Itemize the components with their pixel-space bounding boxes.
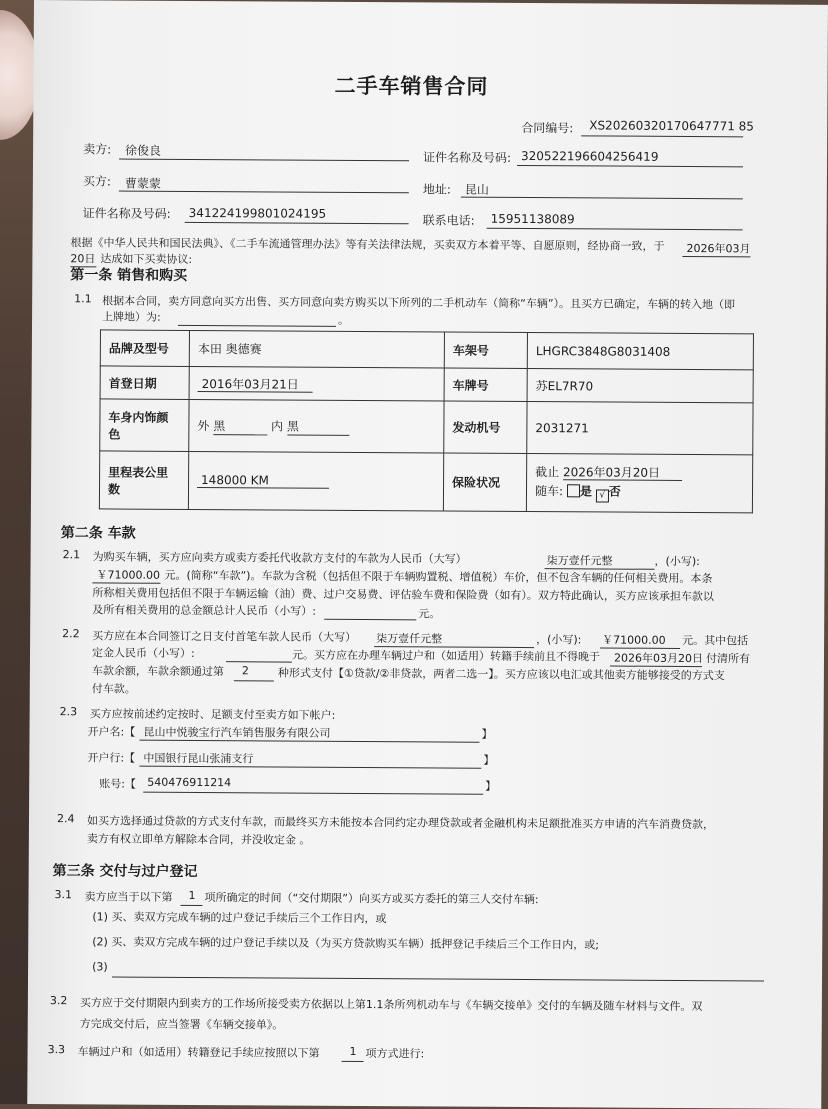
clause-2-2-b: ，(小写):: [536, 633, 582, 647]
vehicle-table: [99, 329, 754, 513]
clause-1-1-period: 。: [338, 313, 350, 327]
clause-2-2-number: 2.2: [62, 627, 80, 641]
contract-no-label: 合同编号:: [521, 120, 574, 136]
engine-label: 发动机号: [444, 401, 527, 454]
clause-3-3-a: 车辆过户和（如适用）转籍登记手续应按照以下第: [77, 1045, 320, 1060]
payoff-date: 2026年03月20日: [613, 651, 704, 666]
preamble-date1: 2026年03月: [686, 241, 751, 256]
clause-2-2-i: 付车款。: [91, 682, 136, 696]
no-checkbox[interactable]: √: [596, 489, 609, 502]
yes-label: 是: [579, 484, 592, 499]
clause-2-1-b: ，(小写):: [654, 554, 700, 569]
first-payment-figures: ￥71000.00: [602, 633, 666, 647]
odometer-cell: [188, 451, 443, 511]
clause-2-1-f: 元。: [418, 607, 441, 621]
clause-2-1-d: 所称相关费用包括但不限于车辆运输（油）费、过户交易费、评估验车费和保险费（如有）。双方特此确认，买方应该承担车款以: [92, 586, 714, 604]
clause-1-1-number: 1.1: [74, 292, 92, 306]
brand-label: 品牌及型号: [100, 330, 189, 367]
insurance-until-row: [535, 463, 744, 481]
color-label-cell: [100, 399, 189, 452]
clause-3-1-option3: (3): [92, 960, 108, 974]
clause-3-2-b: 方完成交付后，应当签署《车辆交接单》。: [79, 1017, 284, 1032]
account-no-close: 】: [485, 779, 497, 793]
delivery-option: 1: [188, 888, 196, 903]
buyer-id-value: 341224199801024195: [188, 205, 327, 221]
insurance-with-car-row: [535, 482, 744, 503]
buyer-phone-value: 15951138089: [490, 211, 575, 227]
clause-2-2-a: 买方应在本合同签订之日支付首笔车款人民币（大写）: [92, 629, 357, 644]
bank-label: 开户行:【: [87, 751, 136, 765]
first-payment-words: 柒万壹仟元整: [376, 632, 443, 646]
clause-2-4-number: 2.4: [56, 812, 75, 826]
contract-title: 二手车销售合同: [334, 73, 489, 99]
exterior-color: 黑: [213, 417, 267, 435]
vin-label: 车架号: [444, 332, 527, 369]
buyer-addr-label: 地址:: [422, 182, 451, 197]
clause-1-1-line1: 根据本合同，卖方同意向买方出售、买方同意向卖方购买以下所列的二手机动车（简称“车辆”）。且买方已确定，车辆的转入地（即: [102, 294, 736, 312]
buyer-label: 买方:: [82, 174, 111, 189]
section1-heading: 第一条 销售和购买: [70, 267, 188, 284]
vehicle-row-2: [100, 366, 753, 403]
section3-heading: 第三条 交付与过户登记: [52, 863, 198, 881]
seller-label: 卖方:: [83, 142, 112, 157]
odometer-label-cell: [99, 451, 188, 510]
vehicle-row-4: [99, 451, 752, 513]
exterior-label: 外: [197, 418, 210, 433]
seller-id-label: 证件名称及号码:: [423, 150, 512, 165]
vehicle-row-1: [100, 330, 753, 370]
account-no-label: 账号:【: [99, 777, 136, 791]
reg-date-cell: [189, 366, 444, 401]
seller-id-value: 320522196604256419: [521, 148, 659, 164]
payment-way: 2: [241, 664, 249, 678]
clause-3-3-number: 3.3: [47, 1043, 66, 1057]
clause-3-1-a: 卖方应当于以下第: [84, 890, 173, 904]
clause-3-2-number: 3.2: [49, 994, 68, 1008]
plate-label: 车牌号: [444, 368, 527, 402]
insurance-cell: [526, 454, 752, 513]
preamble-date2: 20日: [70, 252, 96, 266]
color-label-2: 色: [108, 426, 121, 442]
price-in-words: 柒万壹仟元整: [546, 554, 613, 568]
clause-2-2-h: 种形式支付【①贷款/②非贷款，两者二选一】。买方应该以电汇或其他卖方能够接受的方式支: [277, 666, 725, 683]
account-number: 540476911214: [147, 775, 232, 790]
no-label: 否: [608, 484, 621, 499]
buyer-phone-label: 联系电话:: [422, 213, 475, 228]
clause-2-3-a: 买方应按前述约定按时、足额支付至卖方如下帐户:: [89, 707, 336, 722]
insurance-until-date: 2026年03月20日: [563, 465, 682, 481]
clause-3-2-a: 买方应于交付期限内到卖方的工作场所接受卖方依据以上第1.1条所列机动车与《车辆交接单》交付的车辆及随车材料与文件。双: [79, 996, 703, 1014]
clause-1-1-line2: 上牌地）为:: [102, 310, 161, 324]
clause-2-2-g: 车款余额，车款余额通过第: [91, 664, 224, 679]
clause-3-3-b: 项方式进行:: [365, 1047, 425, 1061]
yes-checkbox[interactable]: [567, 484, 580, 497]
preamble-line1: 根据《中华人民共和国民法典》、《二手车流通管理办法》等有关法律法规，买卖双方本着平等、自愿原则，经协商一致，于: [70, 236, 665, 253]
contract-no-value: XS20260320170647771 85: [589, 118, 755, 134]
color-label-1: 车身内饰颜: [108, 409, 169, 425]
account-name-label: 开户名:【: [87, 725, 136, 739]
seller-name: 徐俊良: [125, 143, 162, 158]
clause-2-2-d: 定金人民币（小写）:: [91, 646, 195, 660]
insurance-label: 保险状况: [443, 453, 526, 512]
interior-label: 内: [271, 418, 284, 434]
color-value-cell: [189, 399, 444, 453]
buyer-addr-value: 昆山: [464, 182, 489, 197]
account-name-close: 】: [481, 727, 493, 741]
clause-2-2-f: 付清所有: [705, 652, 751, 666]
clause-2-4-a: 如买方选择通过贷款的方式支付车款，而最终买方未能按本合同约定办理贷款或者金融机构未足额批准买方申请的汽车消费贷款，: [86, 814, 715, 832]
clause-2-2-e: 元。买方应在办理车辆过户和（如适用）转籍手续前且不得晚于: [291, 648, 601, 664]
clause-2-1-c: 元。(简称“车款”)。车款为含税（包括但不限于车辆购置税、增值税）车价，但不包含车辆的任何相关费用。本条: [164, 568, 713, 586]
with-car-label: 随车:: [534, 484, 564, 499]
buyer-name: 曹蒙蒙: [124, 176, 161, 191]
brand-value: 本田 奥德赛: [189, 330, 444, 368]
clause-2-1-e: 及所有相关费用的总金额总计人民币（小写）:: [92, 603, 317, 618]
section2-heading: 第二条 车款: [60, 525, 136, 542]
clause-3-1-b: 项所确定的时间（“交付期限”）向买方或买方委托的第三人交付车辆:: [204, 891, 539, 907]
reg-date-label: 首登日期: [100, 366, 189, 400]
odometer-value: 148000 KM: [197, 473, 329, 489]
odometer-label-1: 里程表公里: [108, 464, 169, 480]
clause-3-1-number: 3.1: [54, 888, 73, 902]
clause-3-1-option1: (1) 买、卖双方完成车辆的过户登记手续后三个工作日内，或: [92, 910, 387, 926]
preamble-line2: 达成如下买卖协议:: [100, 252, 193, 266]
bank-close: 】: [483, 753, 495, 767]
reg-date-value: 2016年03月21日: [198, 377, 313, 393]
vin-value: LHGRC3848G8031408: [527, 333, 753, 370]
clause-2-2-c: 元。其中包括: [682, 633, 749, 648]
buyer-id-label: 证件名称及号码:: [82, 206, 171, 221]
bank-name: 中国银行昆山张浦支行: [143, 751, 254, 766]
clause-2-4-b: 卖方有权立即单方解除本合同，并没收定金 。: [86, 832, 311, 847]
engine-value: 2031271: [527, 402, 753, 455]
contract-page: [27, 0, 828, 1109]
clause-2-1-number: 2.1: [62, 548, 81, 562]
clause-2-1-a: 为购买车辆，买方应向卖方或卖方委托代收款方支付的车款为人民币（大写）: [92, 550, 467, 566]
odometer-label-2: 数: [107, 481, 121, 497]
price-in-figures: ￥71000.00: [96, 568, 161, 582]
account-name: 昆山中悦骏宝行汽车销售服务有限公司: [143, 725, 331, 740]
insurance-until-label: 截止: [535, 465, 560, 480]
clause-3-1-option2: (2) 买、卖双方完成车辆的过户登记手续以及（为买方贷款购买车辆）抵押登记手续后三个工作日内，或;: [92, 935, 600, 952]
vehicle-row-3: [100, 399, 753, 455]
transfer-option: 1: [349, 1044, 357, 1058]
interior-color: 黑: [287, 417, 349, 435]
plate-value: 苏EL7R70: [527, 369, 753, 403]
clause-2-3-number: 2.3: [59, 705, 78, 719]
